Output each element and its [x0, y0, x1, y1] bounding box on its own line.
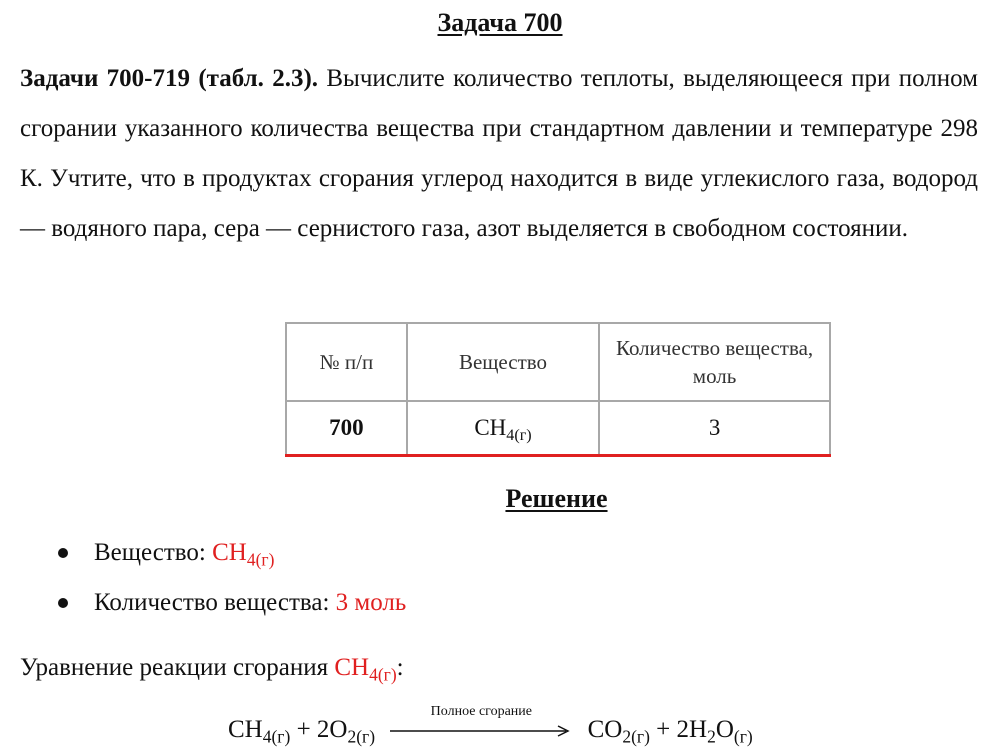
equation-intro-sub: 4(г): [369, 664, 397, 685]
equation-intro-formula: [334, 654, 397, 685]
equation-intro-text: Уравнение реакции сгорания: [20, 654, 335, 681]
solution-bullets: [58, 533, 406, 633]
cell-substance-base: CH: [474, 415, 507, 440]
cell-substance-sub: 4(г): [506, 426, 532, 444]
eq-product-1-sub: 2(г): [622, 726, 650, 747]
equation-intro-colon: :: [396, 654, 404, 681]
header-substance: Вещество: [407, 323, 599, 401]
eq-product-2: + 2H: [649, 716, 708, 743]
reaction-arrow: [381, 704, 581, 750]
bullet-value: [212, 539, 275, 570]
task-table: [285, 322, 831, 457]
problem-lead: Задачи 700-719 (табл. 2.3).: [20, 65, 319, 92]
bullet-icon: [58, 548, 68, 558]
problem-statement: [20, 54, 978, 254]
bullet-label: Вещество:: [94, 539, 213, 566]
bullet-label: Количество вещества:: [94, 589, 336, 616]
cell-number: 700: [286, 401, 407, 456]
eq-reactant-2-sub: 2(г): [347, 726, 376, 747]
bullet-value: 3 моль: [335, 589, 407, 616]
table-header-row: [286, 323, 830, 401]
bullet-icon: [58, 598, 68, 608]
eq-reactant-2: + 2O: [290, 716, 348, 743]
bullet-value-base: CH: [212, 539, 247, 566]
eq-product-1: CO: [587, 716, 623, 743]
solution-heading: Решение: [505, 484, 608, 513]
problem-text: Вычислите количество теплоты, выделяющееся при полном сгорании указанного количества вещества при стандартном давлении и температуре 298 К. Учтите, что в продуктах сгорания углерод находится в виде углекислого газа, водород — водяного пара, сера — сернистого газа, азот выделяется в свободном состоянии.: [20, 65, 979, 242]
header-number: № п/п: [286, 323, 407, 401]
bullet-value-sub: 4(г): [246, 549, 275, 570]
cell-amount: 3: [599, 401, 830, 456]
eq-product-2-sub: 2: [707, 726, 716, 747]
table-row: [286, 401, 830, 456]
equation-intro-base: CH: [334, 654, 370, 681]
header-amount: [599, 323, 830, 401]
eq-product-2b-sub: (г): [733, 726, 753, 747]
eq-product-2b: O: [715, 716, 734, 743]
equation-intro: [20, 648, 404, 688]
cell-substance: [407, 401, 599, 456]
eq-reactant-1-sub: 4(г): [262, 726, 291, 747]
eq-reactant-1: CH: [228, 716, 263, 743]
reaction-equation: [228, 704, 753, 750]
page-title: Задача 700: [437, 8, 563, 37]
list-item: [58, 533, 406, 583]
list-item: [58, 583, 406, 633]
header-amount-label: Количество вещества, моль: [616, 336, 814, 388]
arrow-label: Полное сгорание: [430, 704, 532, 719]
